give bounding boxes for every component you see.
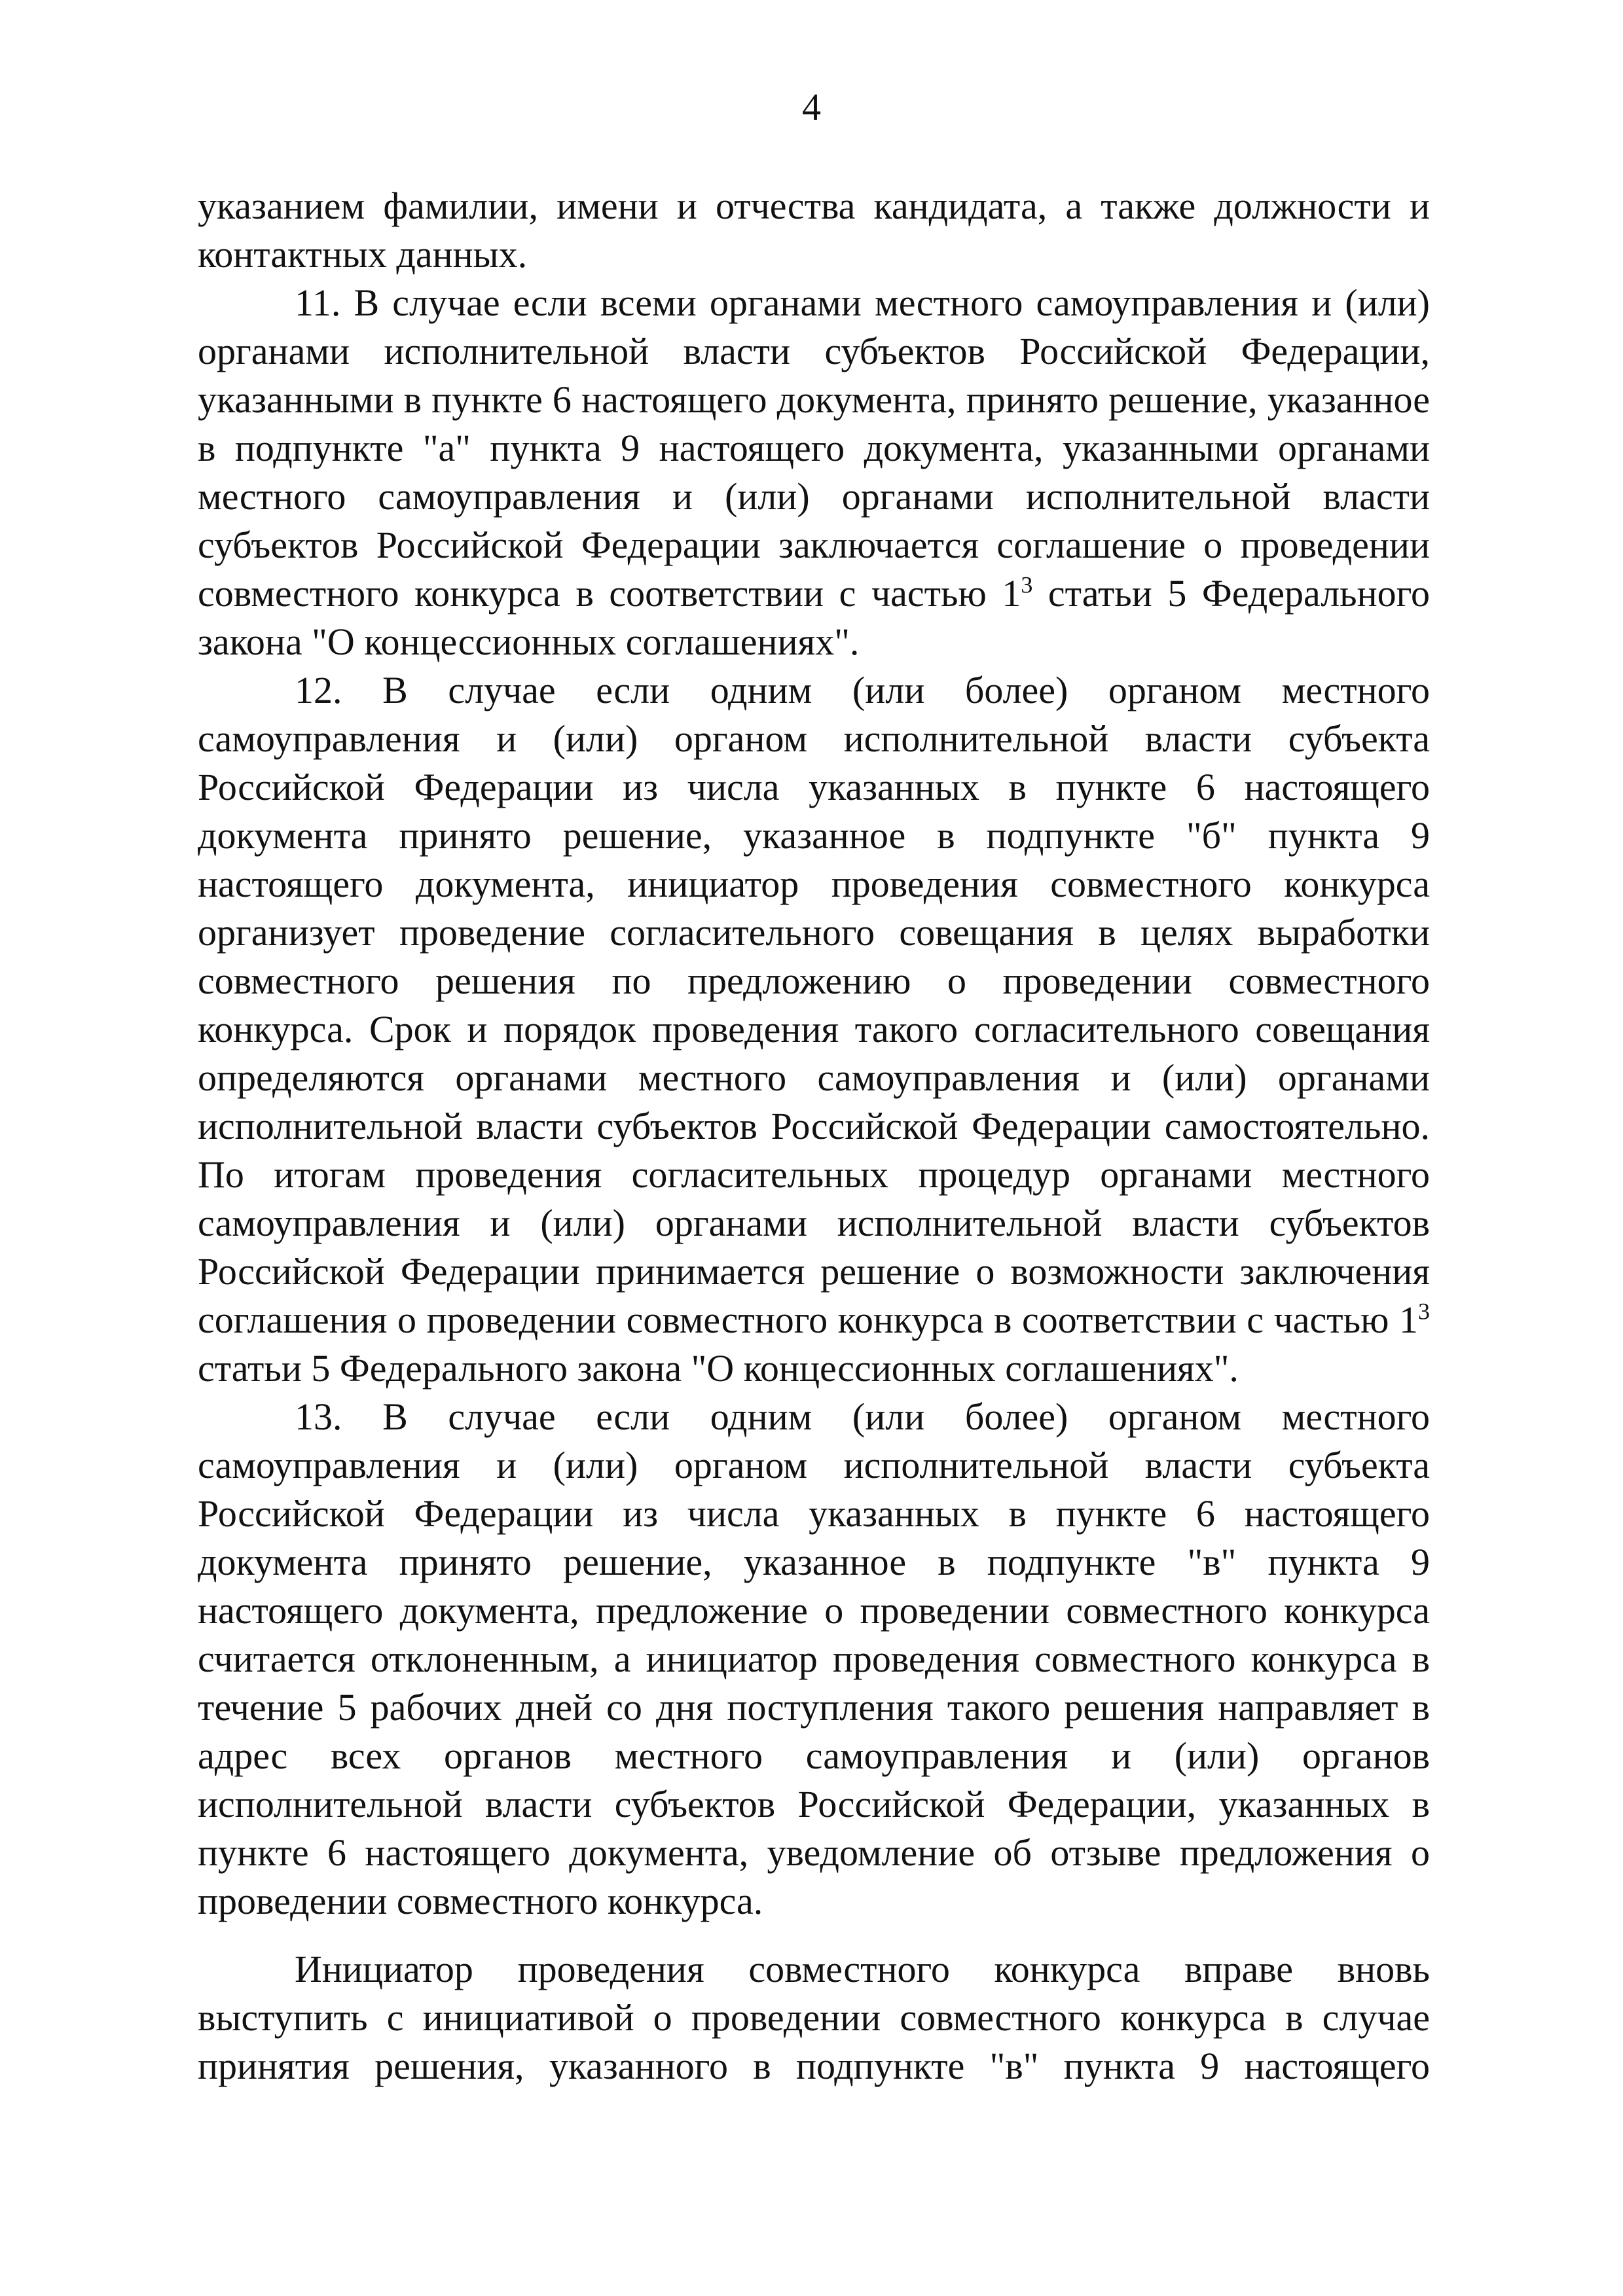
paragraph-12 (198, 666, 1430, 1393)
paragraph-11-text: 11. В случае если всеми органами местного самоуправления и (или) органами исполнительной власти субъектов Российской Федерации, указанными в пункте 6 настоящего документа, принято решение, указанное в подпункте "а" пункта 9 настоящего документа, указанными органами местного самоуправления и (или) органами исполнительной власти субъектов Российской Федерации заключается соглашение о проведении совместного конкурса в соответствии с частью 1 (198, 281, 1430, 615)
paragraph-13: 13. В случае если одним (или более) органом местного самоуправления и (или) органом исполнительной власти субъекта Российской Федерации из числа указанных в пункте 6 настоящего документа принято решение, указанное в подпункте "в" пункта 9 настоящего документа, предложение о проведении совместного конкурса считается отклоненным, а инициатор проведения совместного конкурса в течение 5 рабочих дней со дня поступления такого решения направляет в адрес всех органов местного самоуправления и (или) органов исполнительной власти субъектов Российской Федерации, указанных в пункте 6 настоящего документа, уведомление об отзыве предложения о проведении совместного конкурса. (198, 1395, 1430, 1922)
paragraph-10-continuation: указанием фамилии, имени и отчества кандидата, а также должности и контактных данных. (198, 185, 1430, 276)
paragraph-11-text-end: статьи 5 Федерального закона "О концессионных соглашениях". (198, 572, 1430, 663)
paragraph-11 (198, 279, 1430, 666)
paragraph-12-text: 12. В случае если одним (или более) органом местного самоуправления и (или) органом исполнительной власти субъекта Российской Федерации из числа указанных в пункте 6 настоящего документа принято решение, указанное в подпункте "б" пункта 9 настоящего документа, инициатор проведения совместного конкурса организует проведение согласительного совещания в целях выработки совместного решения по предложению о проведении совместного конкурса. Срок и порядок проведения такого согласительного совещания определяются органами местного самоуправления и (или) органами исполнительной власти субъектов Российской Федерации самостоятельно. По итогам проведения согласительных процедур органами местного самоуправления и (или) органами исполнительной власти субъектов Российской Федерации принимается решение о возможности заключения соглашения о проведении совместного конкурса в соответствии с частью 1 (198, 669, 1430, 1341)
paragraph-12-text-end: статьи 5 Федерального закона "О концессионных соглашениях". (198, 1347, 1239, 1390)
page-number: 4 (802, 86, 821, 128)
document-body (198, 182, 1430, 2090)
paragraph-11-superscript: 3 (1021, 571, 1033, 598)
paragraph-12-superscript: 3 (1418, 1298, 1430, 1325)
paragraph-14: Инициатор проведения совместного конкурса вправе вновь выступить с инициативой о проведении совместного конкурса в случае принятия решения, указанного в подпункте "в" пункта 9 настоящего (198, 1948, 1430, 2087)
